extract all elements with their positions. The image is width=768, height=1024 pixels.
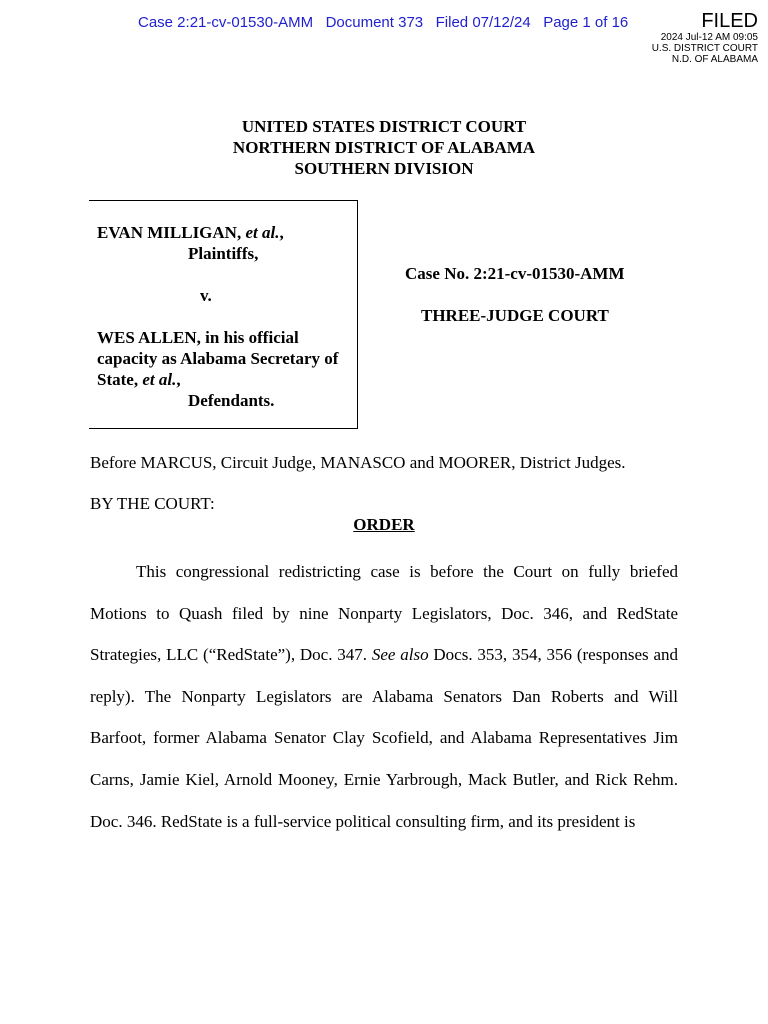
plaintiffs-label: Plaintiffs,	[188, 244, 259, 263]
court-heading-line2: NORTHERN DISTRICT OF ALABAMA	[232, 138, 536, 157]
order-body	[90, 551, 678, 842]
defendant-line3	[97, 369, 338, 390]
case-info	[405, 263, 625, 326]
docket-header: Case 2:21-cv-01530-AMM Document 373 Filed 07/12/24 Page 1 of 16	[138, 14, 629, 31]
court-type: THREE-JUDGE COURT	[421, 306, 609, 325]
defendant-line1: WES ALLEN, in his official	[97, 328, 299, 347]
defendant-etal: et al.	[142, 370, 177, 389]
filed-datetime: 2024 Jul-12 AM 09:05	[660, 32, 758, 43]
body-part2: Docs. 353, 354, 356 (responses and reply). The Nonparty Legislators are Alabama Senators Dan Roberts and Will Barfoot, former Alabama Senator Clay Scofield, and Alabama Representatives Jim Carns, Jamie Kiel, Arnold Mooney, Ernie Yarbrough, Mack Butler, and Rick Rehm. Doc. 346. RedState is a full-service political consulting firm, and its president is	[90, 645, 678, 831]
defendant-state: State,	[97, 370, 139, 389]
body-part1: This congressional redistricting case is before the Court on fully briefed Motions to Quash filed by nine Nonparty Legislators, Doc. 346, and RedState Strategies, LLC (“RedState”), Doc. 347.	[90, 562, 678, 665]
filed-district: N.D. OF ALABAMA	[671, 54, 758, 65]
defendants-label: Defendants.	[188, 391, 275, 410]
before-judges-line: Before MARCUS, Circuit Judge, MANASCO and MOORER, District Judges.	[90, 453, 626, 472]
plaintiff-etal: et al.	[245, 223, 280, 242]
filed-stamp	[652, 10, 758, 65]
plaintiff-comma: ,	[279, 223, 284, 242]
defendant-comma: ,	[176, 370, 181, 389]
case-number: Case No. 2:21-cv-01530-AMM	[405, 264, 625, 283]
filed-court: U.S. DISTRICT COURT	[651, 43, 758, 54]
court-heading-line3: SOUTHERN DIVISION	[294, 159, 474, 178]
court-heading	[0, 116, 768, 179]
plaintiff-name: EVAN MILLIGAN,	[97, 223, 242, 242]
filed-label: FILED	[701, 10, 758, 32]
case-caption	[97, 222, 338, 411]
defendant-line2: capacity as Alabama Secretary of	[97, 349, 339, 368]
versus: v.	[200, 286, 212, 305]
order-title: ORDER	[353, 515, 415, 534]
case-caption-box	[89, 200, 358, 429]
by-the-court: BY THE COURT:	[90, 494, 215, 513]
see-also: See also	[371, 645, 429, 665]
plaintiff-line	[97, 222, 338, 243]
order-paragraph	[90, 551, 678, 842]
court-heading-line1: UNITED STATES DISTRICT COURT	[241, 117, 527, 136]
